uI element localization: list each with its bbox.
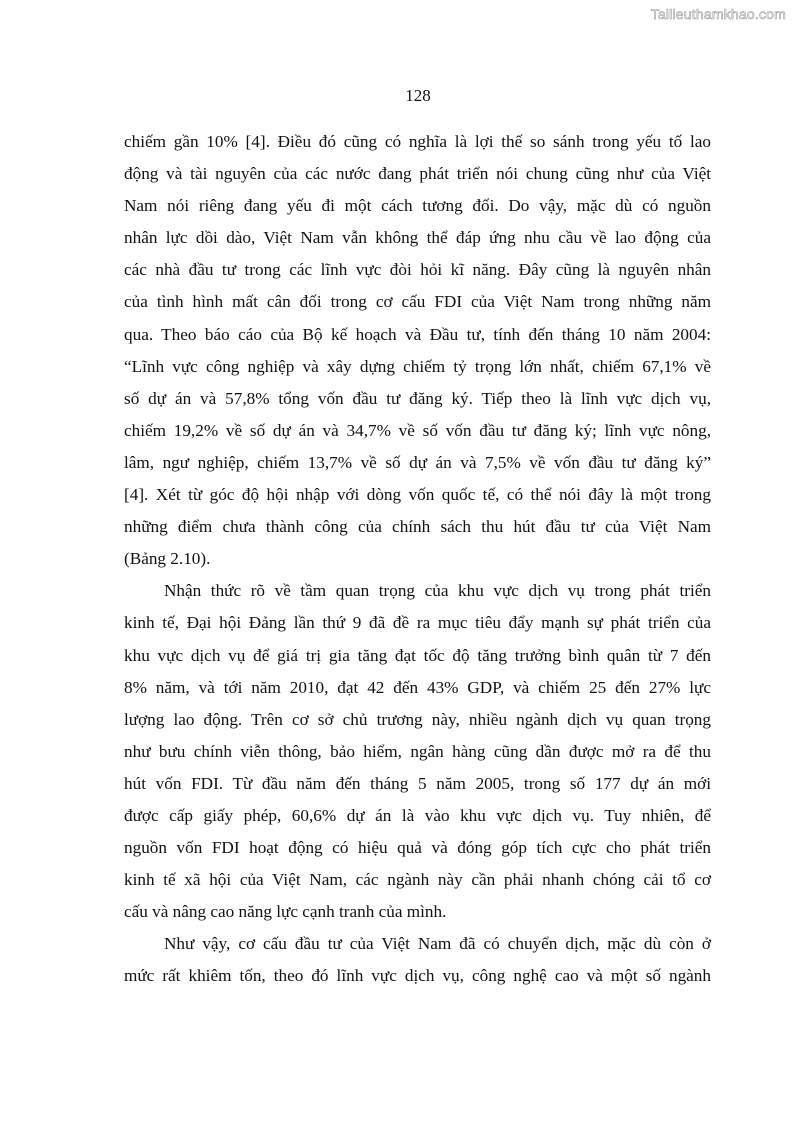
text-line: nguồn vốn FDI hoạt động có hiệu quả và đóng góp tích cực cho phát triển [124, 838, 711, 858]
text-line: số dự án và 57,8% tổng vốn đầu tư đăng ký. Tiếp theo là lĩnh vực dịch vụ, [124, 388, 711, 408]
text-line: “Lĩnh vực công nghiệp và xây dựng chiếm tỷ trọng lớn nhất, chiếm 67,1% về [124, 356, 711, 376]
text-line: của tình hình mất cân đối trong cơ cấu FDI của Việt Nam trong những năm [124, 292, 711, 312]
text-line: khu vực dịch vụ để giá trị gia tăng đạt tốc độ tăng trưởng bình quân từ 7 đến [124, 645, 711, 665]
text-line: (Bảng 2.10). [124, 549, 211, 569]
text-line: chiếm gần 10% [4]. Điều đó cũng có nghĩa là lợi thế so sánh trong yếu tố lao [124, 132, 711, 151]
text-line: Nam nói riêng đang yếu đi một cách tương đối. Do vậy, mặc dù có nguồn [124, 196, 711, 216]
text-line: Nhận thức rõ về tầm quan trọng của khu vực dịch vụ trong phát triển [164, 581, 711, 601]
text-line: lâm, ngư nghiệp, chiếm 13,7% về số dự án và 7,5% về vốn đầu tư đăng ký” [124, 452, 711, 472]
paragraph [124, 575, 711, 928]
text-line: như bưu chính viễn thông, bảo hiểm, ngân hàng cũng dần được mở ra để thu [124, 741, 711, 761]
text-line: mức rất khiêm tốn, theo đó lĩnh vực dịch vụ, công nghệ cao và một số ngành [124, 966, 711, 986]
text-line: chiếm 19,2% về số dự án và 34,7% về số vốn đầu tư đăng ký; lĩnh vực nông, [124, 420, 711, 440]
text-line: qua. Theo báo cáo của Bộ kế hoạch và Đầu tư, tính đến tháng 10 năm 2004: [124, 324, 711, 344]
text-line: động và tài nguyên của các nước đang phát triển nói chung cũng như của Việt [124, 164, 711, 184]
text-line: [4]. Xét từ góc độ hội nhập với dòng vốn quốc tế, có thể nói đây là một trong [124, 485, 711, 505]
paragraph [124, 126, 711, 575]
text-line: những điểm chưa thành công của chính sách thu hút đầu tư của Việt Nam [124, 517, 711, 537]
text-line: các nhà đầu tư trong các lĩnh vực đòi hỏi kĩ năng. Đây cũng là nguyên nhân [124, 260, 711, 280]
body-text [124, 126, 711, 993]
text-line: kinh tế, Đại hội Đảng lần thứ 9 đã đề ra mục tiêu đẩy mạnh sự phát triển của [124, 613, 711, 633]
text-line: được cấp giấy phép, 60,6% dự án là vào khu vực dịch vụ. Tuy nhiên, để [124, 805, 711, 825]
text-line: lượng lao động. Trên cơ sở chủ trương này, nhiều ngành dịch vụ quan trọng [124, 709, 711, 729]
text-line: kinh tế xã hội của Việt Nam, các ngành này cần phải nhanh chóng cải tổ cơ [124, 870, 711, 890]
text-line: Như vậy, cơ cấu đầu tư của Việt Nam đã có chuyển dịch, mặc dù còn ở [164, 934, 711, 954]
text-line: cấu và nâng cao năng lực cạnh tranh của mình. [124, 902, 447, 922]
watermark: Tailieuthamkhao.com [650, 6, 786, 22]
text-line: 8% năm, và tới năm 2010, đạt 42 đến 43% GDP, và chiếm 25 đến 27% lực [124, 677, 711, 697]
text-line: hút vốn FDI. Từ đầu năm đến tháng 5 năm 2005, trong số 177 dự án mới [124, 773, 711, 793]
text-line: nhân lực dồi dào, Việt Nam vẫn không thể đáp ứng nhu cầu về lao động của [124, 228, 711, 248]
paragraph [124, 928, 711, 992]
page-number: 128 [405, 86, 431, 105]
